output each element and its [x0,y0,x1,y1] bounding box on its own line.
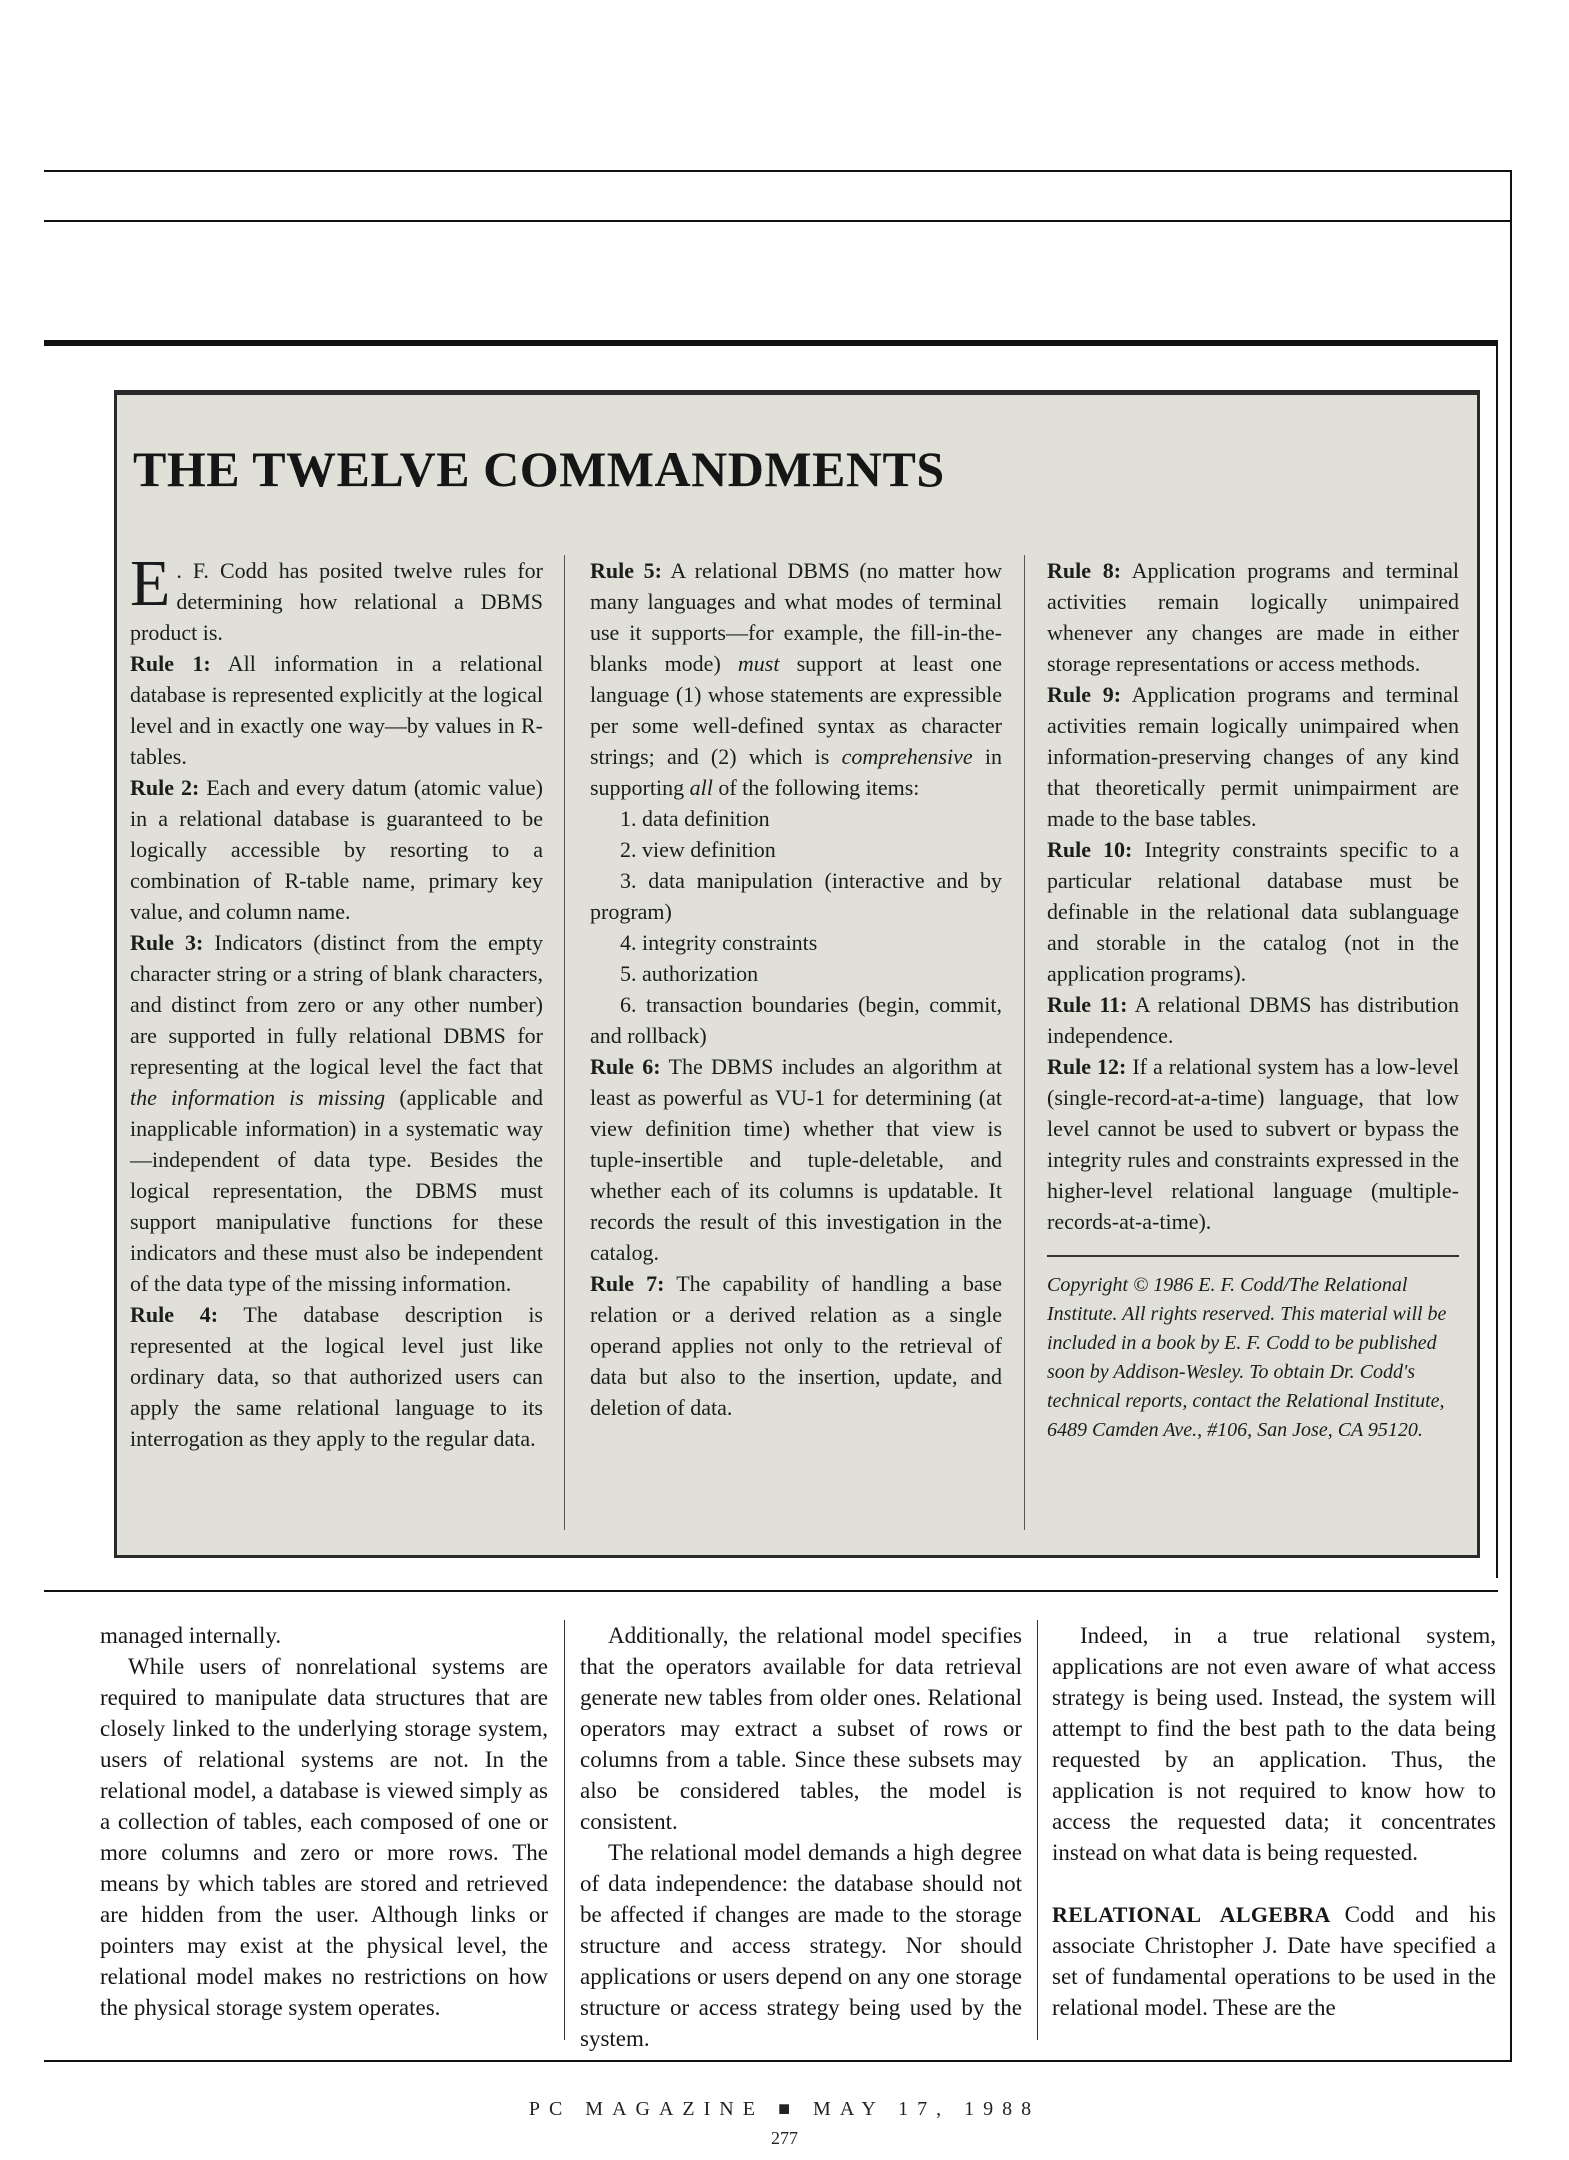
rule-12: Rule 12: If a relational system has a low-level (single-record-at-a-time) language, that low level cannot be used to subvert or bypass the integrity rules and constraints expressed in the higher-level relational language (multiple-records-at-a-time). [1047,1054,1459,1234]
article-paragraph: Indeed, in a true relational system, applications are not even aware of what access strategy is being used. Instead, the system will attempt to find the best path to the data being requested by an application. Thus, the application is not required to know how to access the requested data; it concentrates instead on what data is being requested. [1052,1623,1496,1865]
magazine-folio: PC MAGAZINE ■ MAY 17, 1988 [528,2098,1041,2120]
rule-label: Rule 4: [130,1302,219,1327]
article-bottom-rule [44,2060,1512,2062]
rule-label: Rule 2: [130,775,200,800]
sidebar-column-2 [590,555,1002,1423]
sidebar-column-divider-1 [564,555,565,1530]
sidebar-column-3 [1047,555,1459,1445]
top-rule-thin-2 [44,220,1512,222]
rule-3: Rule 3: Indicators (distinct from the empty character string or a string of blank characters, and distinct from zero or any other number) are supported in fully relational DBMS for representing at the logical level the fact that the information is missing (applicable and inapplicable information) in a systematic way—independent of data type. Besides the logical representation, the DBMS must support manipulative functions for these indicators and these must also be independent of the data type of the missing information. [130,930,544,1296]
rule-6: Rule 6: The DBMS includes an algorithm at least as powerful as VU-1 for determining (at view definition time) whether that view is tuple-insertible and tuple-deletable, and whether each of its columns is updatable. It records the result of this investigation in the catalog. [590,1054,1003,1265]
section-heading: RELATIONAL ALGEBRA [1052,1902,1331,1927]
article-column-2 [580,1620,1022,2054]
rule-5-item: 5. authorization [620,961,759,986]
sidebar-column-1 [130,547,544,1454]
rule-4: Rule 4: The database description is represented at the logical level just like ordinary data, so that authorized users can apply the same relational language to its interrogation as they apply to the regular data. [130,1302,543,1451]
drop-cap: E [130,547,171,620]
rule-label: Rule 5: [590,558,662,583]
rule-10: Rule 10: Integrity constraints specific to a particular relational database must be definable in the relational data sublanguage and storable in the catalog (not in the application programs). [1047,837,1460,986]
rule-5-item: 6. transaction boundaries (begin, commit, and rollback) [590,992,1002,1048]
copyright-notice: Copyright © 1986 E. F. Codd/The Relational Institute. All rights reserved. This material will be included in a book by E. F. Codd to be published soon by Addison-Wesley. To obtain Dr. Codd's technical reports, contact the Relational Institute, 6489 Camden Ave., #106, San Jose, CA 95120. [1047,1255,1459,1445]
rule-2: Rule 2: Each and every datum (atomic value) in a relational database is guaranteed to be logically accessible by resorting to a combination of R-table name, primary key value, and column name. [130,775,544,924]
rule-label: Rule 12: [1047,1054,1127,1079]
rule-label: Rule 11: [1047,992,1128,1017]
rule-11: Rule 11: A relational DBMS has distribution independence. [1047,992,1459,1048]
article-column-rule-2 [1037,1620,1038,2040]
article-paragraph: RELATIONAL ALGEBRA Codd and his associate Christopher J. Date have specified a set of fundamental operations to be used in the relational model. These are the [1052,1902,1496,2020]
article-paragraph: managed internally. [100,1623,282,1648]
rule-7: Rule 7: The capability of handling a base relation or a derived relation as a single operand applies not only to the retrieval of data but also to the insertion, update, and deletion of data. [590,1271,1003,1420]
rule-5-item: 2. view definition [620,837,776,862]
rule-label: Rule 1: [130,651,211,676]
article-paragraph: While users of nonrelational systems are required to manipulate data structures that are closely linked to the underlying storage system, users of relational systems are not. In the relational model, a database is viewed simply as a collection of tables, each composed of one or more columns and zero or more rows. The means by which tables are stored and retrieved are hidden from the user. Although links or pointers may exist at the physical level, the relational model makes no restrictions on how the physical storage system operates. [100,1654,548,2020]
article-column-1 [100,1620,548,2023]
page-number: 277 [771,2128,798,2148]
article-top-rule [44,1590,1498,1592]
rule-5: Rule 5: A relational DBMS (no matter how many languages and what modes of terminal use it supports—for example, the fill-in-the-blanks mode) must support at least one language (1) whose statements are expressible per some well-defined syntax as character strings; and (2) which is comprehensive in supporting all of the following items: [590,558,1003,800]
top-rule-thin [44,170,1512,172]
rule-5-item: 3. data manipulation (interactive and by program) [590,868,1002,924]
rule-label: Rule 8: [1047,558,1122,583]
article-column-rule-1 [564,1620,565,2040]
article-paragraph: Additionally, the relational model specifies that the operators available for data retrieval generate new tables from older ones. Relational operators may extract a subset of rows or columns from a table. Since these subsets may also be considered tables, the model is consistent. [580,1623,1022,1834]
right-column-rule [1510,170,1512,2060]
top-rule-heavy [44,340,1498,346]
rule-5-item: 4. integrity constraints [620,930,818,955]
sidebar-column-divider-2 [1024,555,1025,1530]
article-column-3 [1052,1620,1496,2023]
article-paragraph: The relational model demands a high degree of data independence: the database should not be affected if changes are made to the storage structure and access strategy. Nor should applications or users depend on any one storage structure or access strategy being used by the system. [580,1840,1022,2051]
sidebar-title: THE TWELVE COMMANDMENTS [133,441,945,497]
rule-1: Rule 1: All information in a relational database is represented explicitly at the logical level and in exactly one way—by values in R-tables. [130,651,543,769]
rule-8: Rule 8: Application programs and terminal activities remain logically unimpaired whenever any changes are made in either storage representations or access methods. [1047,558,1460,676]
sidebar-right-rule [1496,346,1498,1578]
sidebar-intro: E . F. Codd has posited twelve rules for determining how relational a DBMS product is. [130,547,543,645]
rule-9: Rule 9: Application programs and terminal activities remain logically unimpaired when information-preserving changes of any kind that theoretically permit unimpairment are made to the base tables. [1047,682,1460,831]
rule-label: Rule 3: [130,930,204,955]
rule-label: Rule 7: [590,1271,665,1296]
rule-label: Rule 10: [1047,837,1133,862]
rule-label: Rule 6: [590,1054,661,1079]
rule-label: Rule 9: [1047,682,1122,707]
rule-5-item: 1. data definition [620,806,770,831]
